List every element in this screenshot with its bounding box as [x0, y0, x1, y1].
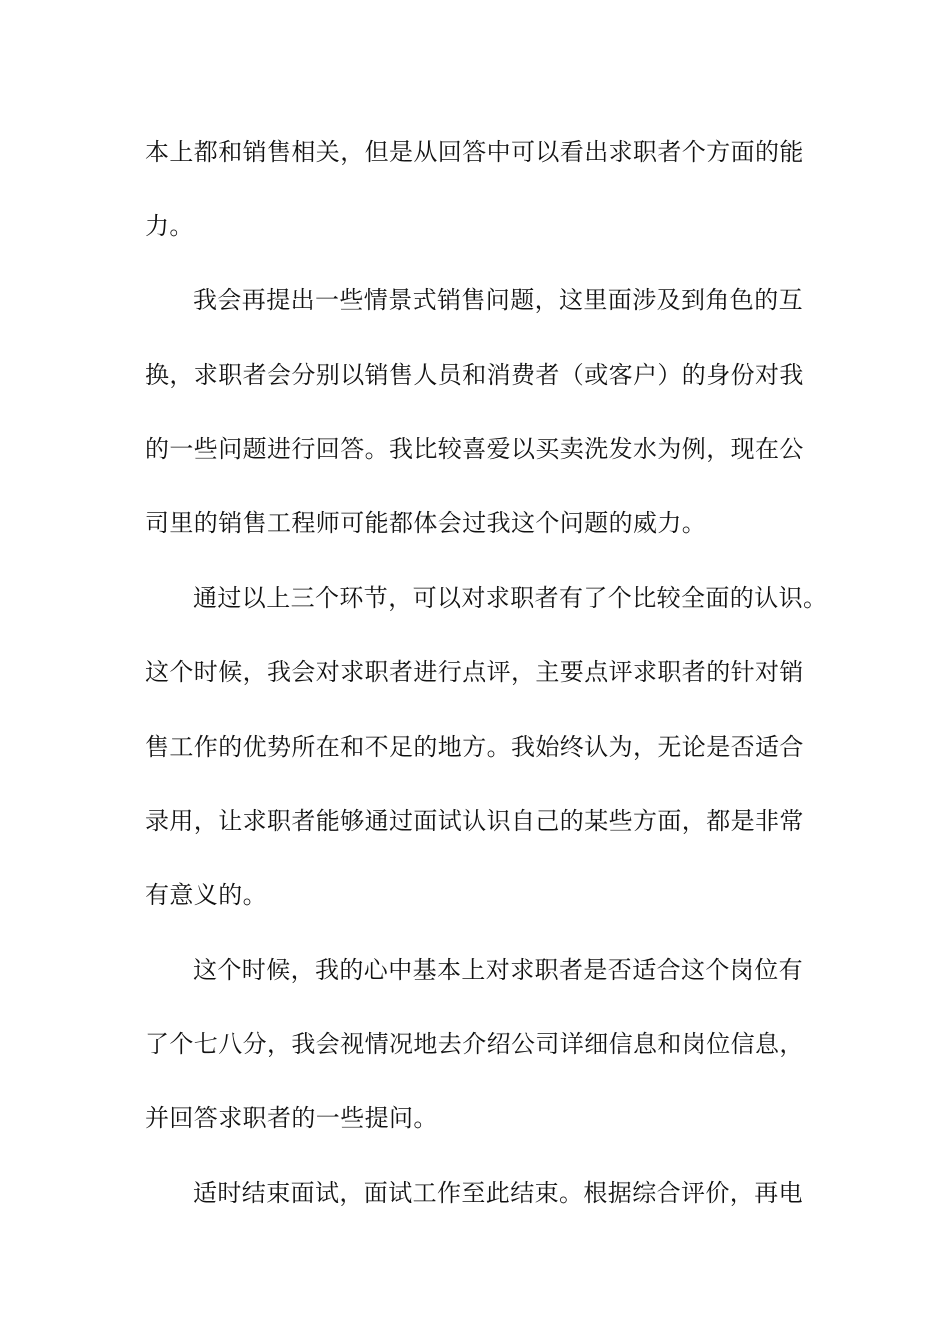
paragraph-start-line: 这个时候，我的心中基本上对求职者是否适合这个岗位有	[193, 956, 803, 984]
paragraph-start-line: 适时结束面试，面试工作至此结束。根据综合评价，再电	[193, 1179, 803, 1207]
text-line: 换，求职者会分别以销售人员和消费者（或客户）的身份对我	[145, 361, 804, 389]
text-line: 并回答求职者的一些提问。	[145, 1104, 438, 1132]
text-line: 这个时候，我会对求职者进行点评，主要点评求职者的针对销	[145, 658, 804, 686]
paragraph-start-line: 我会再提出一些情景式销售问题，这里面涉及到角色的互	[193, 286, 803, 314]
text-line: 售工作的优势所在和不足的地方。我始终认为，无论是否适合	[145, 733, 804, 761]
text-line: 了个七八分，我会视情况地去介绍公司详细信息和岗位信息，	[145, 1030, 804, 1058]
text-line: 有意义的。	[145, 881, 267, 909]
text-line: 录用，让求职者能够通过面试认识自己的某些方面，都是非常	[145, 807, 804, 835]
text-line: 的一些问题进行回答。我比较喜爱以买卖洗发水为例，现在公	[145, 435, 804, 463]
paragraph-start-line: 通过以上三个环节，可以对求职者有了个比较全面的认识。	[193, 584, 828, 612]
text-line: 力。	[145, 212, 194, 240]
text-line: 本上都和销售相关，但是从回答中可以看出求职者个方面的能	[145, 138, 804, 166]
text-line: 司里的销售工程师可能都体会过我这个问题的威力。	[145, 509, 707, 537]
